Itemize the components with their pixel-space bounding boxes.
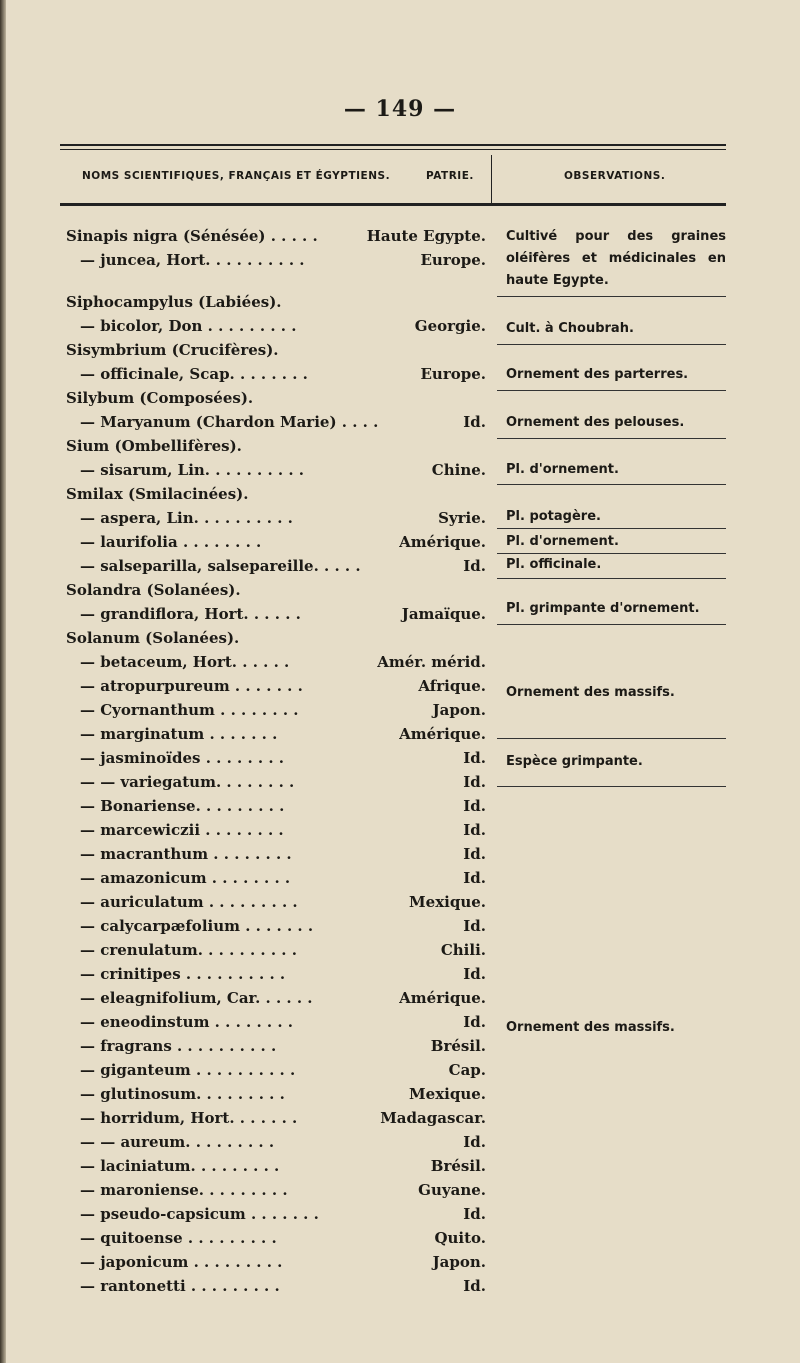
observation-text: Cultivé pour des graines oléifères et médicinales en haute Egypte. [506,229,726,288]
species-name: — amazonicum . . . . . . . . [80,869,291,887]
genus-heading: Siphocampylus (Labiées). [66,293,282,311]
species-country: Madagascar. [380,1109,486,1127]
species-name: — eneodinstum . . . . . . . . [80,1013,294,1031]
species-name: — betaceum, Hort. . . . . . [80,653,290,671]
list-item [60,314,490,338]
observation-text: Ornement des pelouses. [506,415,685,430]
genus-heading: Smilax (Smilacinées). [66,485,249,503]
species-name: — aspera, Lin. . . . . . . . . . [80,509,293,527]
list-item [60,938,490,962]
species-country: Quito. [434,1229,486,1247]
observation-divider [497,624,726,625]
species-country: Id. [463,1277,486,1295]
list-item [60,1106,490,1130]
species-country: Japon. [432,701,486,719]
species-country: Id. [463,797,486,815]
list-item [60,794,490,818]
species-name: — marcewiczii . . . . . . . . [80,821,284,839]
list-item [60,578,490,602]
species-name: — atropurpureum . . . . . . . [80,677,303,695]
list-item [60,458,490,482]
species-country: Syrie. [438,509,486,527]
species-country: Id. [463,869,486,887]
list-item [60,890,490,914]
observation-text: Pl. potagère. [506,509,601,524]
species-name: — giganteum . . . . . . . . . . [80,1061,296,1079]
list-item [60,434,490,458]
species-name: — crinitipes . . . . . . . . . . [80,965,286,983]
species-name: — glutinosum. . . . . . . . . [80,1085,285,1103]
species-name: — officinale, Scap. . . . . . . . [80,365,308,383]
list-item [60,1082,490,1106]
species-name: — laciniatum. . . . . . . . . [80,1157,280,1175]
species-name: — jasminoïdes . . . . . . . . [80,749,285,767]
observation-text: Cult. à Choubrah. [506,321,634,336]
observation-divider [497,786,726,787]
species-country: Id. [463,1013,486,1031]
observation-text: Ornement des parterres. [506,367,689,382]
observation-divider [497,390,726,391]
species-country: Europe. [420,251,486,269]
list-item [60,1130,490,1154]
genus-heading: Sisymbrium (Crucifères). [66,341,279,359]
species-country: Japon. [432,1253,486,1271]
list-item [60,698,490,722]
species-name: — eleagnifolium, Car. . . . . . [80,989,313,1007]
list-item [60,1154,490,1178]
observation-text: Pl. grimpante d'ornement. [506,601,700,616]
observation-text: Pl. d'ornement. [506,462,619,477]
observation-divider [497,438,726,439]
list-item [60,770,490,794]
list-item [60,482,490,506]
species-name: — laurifolia . . . . . . . . [80,533,262,551]
species-country: Brésil. [430,1037,486,1055]
species-country: Georgie. [414,317,486,335]
species-name: — juncea, Hort. . . . . . . . . . [80,251,305,269]
species-country: Amérique. [399,533,486,551]
species-country: Id. [463,1133,486,1151]
column-header-patrie: PATRIE. [426,170,474,182]
species-name: — Bonariense. . . . . . . . . [80,797,285,815]
list-item [60,1058,490,1082]
species-name: — fragrans . . . . . . . . . . [80,1037,277,1055]
species-country: Europe. [420,365,486,383]
species-name: — — variegatum. . . . . . . . [80,773,295,791]
page-number: — 149 — [343,96,457,122]
species-country: Id. [463,917,486,935]
list-item [60,1034,490,1058]
species-name: — macranthum . . . . . . . . [80,845,292,863]
species-name: — Cyornanthum . . . . . . . . [80,701,299,719]
species-country: Id. [463,557,486,575]
list-item [60,1250,490,1274]
species-country: Id. [463,749,486,767]
species-country: Cap. [448,1061,486,1079]
observation-divider [497,528,726,529]
list-item [60,626,490,650]
species-country: Chili. [440,941,486,959]
list-item [60,746,490,770]
species-name: — pseudo-capsicum . . . . . . . [80,1205,319,1223]
list-item [60,530,490,554]
species-name: — Maryanum (Chardon Marie) . . . . [80,413,379,431]
list-item [60,1010,490,1034]
column-header-names: NOMS SCIENTIFIQUES, FRANÇAIS ET ÉGYPTIENS. [82,170,391,182]
species-name: — rantonetti . . . . . . . . . [80,1277,280,1295]
species-country: Chine. [431,461,486,479]
species-country: Mexique. [409,893,486,911]
species-country: Amérique. [399,725,486,743]
species-name: — calycarpæfolium . . . . . . . [80,917,314,935]
observation-text: Ornement des massifs. [506,685,675,700]
list-item [60,506,490,530]
observation-text: Pl. officinale. [506,557,602,572]
species-country: Jamaïque. [401,605,486,623]
species-name: — horridum, Hort. . . . . . . [80,1109,298,1127]
species-country: Mexique. [409,1085,486,1103]
species-name: — grandiflora, Hort. . . . . . [80,605,301,623]
list-item [60,674,490,698]
observation-divider [497,484,726,485]
list-item [60,842,490,866]
list-item [60,914,490,938]
species-name: — bicolor, Don . . . . . . . . . [80,317,297,335]
list-item [60,1274,490,1298]
species-country: Amérique. [399,989,486,1007]
list-item [60,290,490,314]
species-country: Amér. mérid. [377,653,486,671]
genus-heading: Silybum (Composées). [66,389,254,407]
list-item [60,1226,490,1250]
species-country: Id. [463,965,486,983]
observation-divider [497,296,726,297]
list-item [60,248,490,272]
species-name: — marginatum . . . . . . . [80,725,278,743]
species-name: — salseparilla, salsepareille. . . . . [80,557,361,575]
list-item [60,386,490,410]
observation-text: Pl. d'ornement. [506,534,619,549]
species-name: — crenulatum. . . . . . . . . . [80,941,297,959]
list-item [60,866,490,890]
species-country: Haute Egypte. [366,227,486,245]
species-name: — auriculatum . . . . . . . . . [80,893,298,911]
list-item [60,650,490,674]
genus-heading: Sium (Ombellifères). [66,437,242,455]
species-country: Guyane. [418,1181,486,1199]
genus-heading: Solanum (Solanées). [66,629,240,647]
list-item [60,962,490,986]
species-country: Id. [463,821,486,839]
species-country: Brésil. [430,1157,486,1175]
observation-divider [497,578,726,579]
list-item [60,362,490,386]
list-item [60,410,490,434]
species-name: — quitoense . . . . . . . . . [80,1229,277,1247]
species-name: — japonicum . . . . . . . . . [80,1253,283,1271]
observation-divider [497,738,726,739]
list-item [60,338,490,362]
genus-heading: Solandra (Solanées). [66,581,241,599]
observation-text: Ornement des massifs. [506,1020,675,1035]
species-country: Id. [463,413,486,431]
observation-text: Espèce grimpante. [506,754,643,769]
list-item [60,1178,490,1202]
list-item [60,818,490,842]
list-item [60,722,490,746]
list-item [60,602,490,626]
species-country: Id. [463,1205,486,1223]
species-name: — maroniense. . . . . . . . . [80,1181,288,1199]
species-name: — — aureum. . . . . . . . . [80,1133,275,1151]
species-country: Id. [463,773,486,791]
species-country: Id. [463,845,486,863]
list-item [60,986,490,1010]
list-item [60,554,490,578]
species-name: — sisarum, Lin. . . . . . . . . . [80,461,305,479]
column-header-observations: OBSERVATIONS. [564,170,666,182]
list-item [60,1202,490,1226]
observation-divider [497,344,726,345]
species-country: Afrique. [418,677,486,695]
species-name: Sinapis nigra (Sénésée) . . . . . [66,227,318,245]
list-item [60,224,490,248]
